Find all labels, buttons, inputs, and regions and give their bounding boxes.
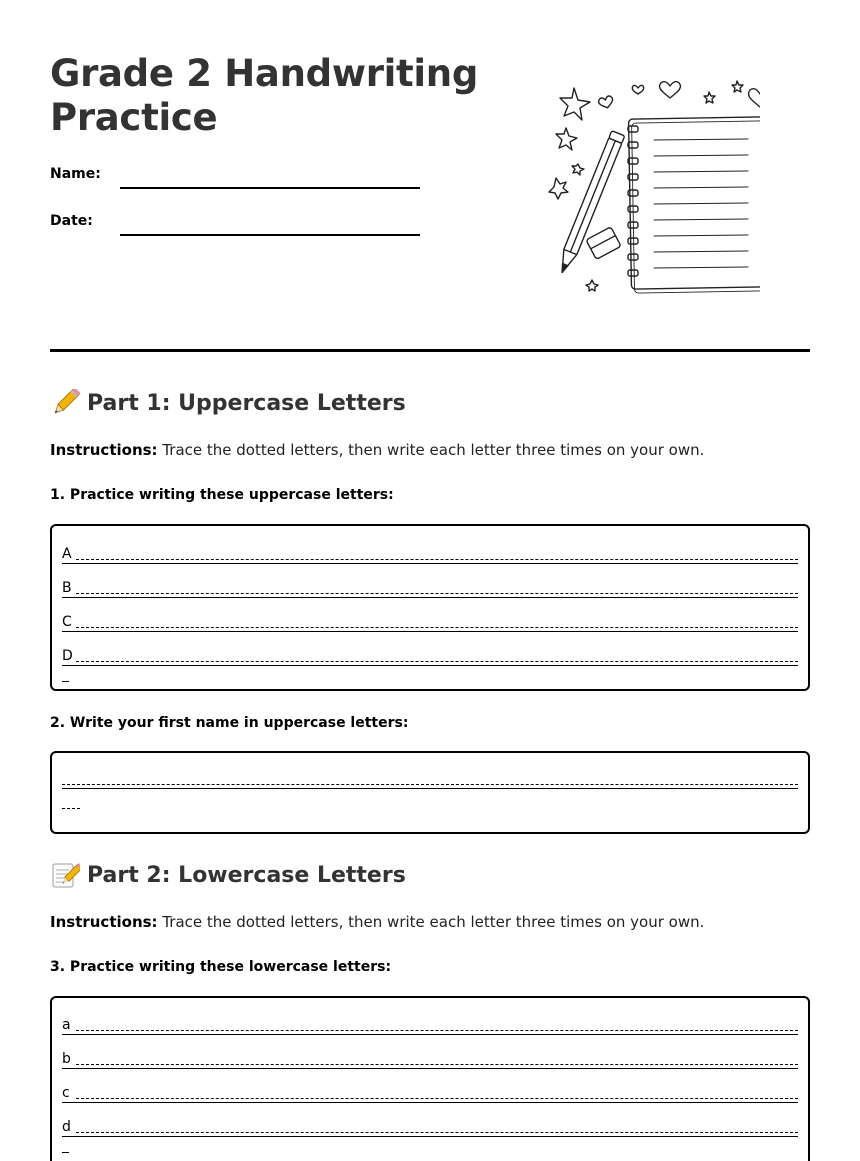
star-shape: [586, 280, 598, 291]
star-shape: [704, 92, 715, 103]
eraser-shape: [586, 227, 621, 260]
star-shape: [560, 88, 590, 120]
pencil-shape: [556, 131, 625, 275]
trace-letter: b: [62, 1051, 71, 1067]
question-1: 1. Practice writing these uppercase letters:: [50, 487, 394, 503]
trace-letter: a: [62, 1017, 71, 1033]
name-practice-box[interactable]: [50, 751, 810, 834]
star-shape: [572, 164, 584, 175]
part2-title: [50, 861, 406, 889]
practice-line[interactable]: [62, 1085, 798, 1103]
dotted-guide: [76, 1064, 798, 1065]
heart-shape: [632, 85, 643, 94]
heart-shape: [660, 82, 681, 98]
memo-icon: [50, 861, 80, 889]
star-shape: [732, 81, 743, 92]
page-title-line-1: Grade 2 Handwriting: [50, 52, 479, 95]
practice-line[interactable]: [62, 1017, 798, 1035]
part2-title-text: Part 2: Lowercase Letters: [87, 862, 406, 888]
practice-line[interactable]: [62, 1119, 798, 1137]
practice-line[interactable]: [62, 546, 798, 564]
trace-letter: B: [62, 580, 72, 596]
question-3: 3. Practice writing these lowercase letters:: [50, 959, 392, 975]
practice-line[interactable]: [62, 614, 798, 632]
practice-line-stub: [62, 1152, 69, 1153]
notebook-illustration: [498, 76, 760, 298]
practice-line[interactable]: [62, 771, 798, 789]
dotted-guide: [76, 1098, 798, 1099]
part2-instructions-label: Instructions:: [50, 913, 158, 931]
dotted-guide: [62, 784, 798, 785]
dotted-guide: [76, 593, 798, 594]
question-2: 2. Write your first name in uppercase letters:: [50, 715, 409, 731]
dotted-guide: [76, 559, 798, 560]
practice-line[interactable]: [62, 648, 798, 666]
date-write-line[interactable]: [120, 234, 420, 236]
star-shape: [556, 128, 577, 150]
uppercase-practice-box[interactable]: [50, 524, 810, 691]
lowercase-practice-box[interactable]: [50, 996, 810, 1161]
trace-letter: D: [62, 648, 73, 664]
name-write-line[interactable]: [120, 187, 420, 189]
dotted-guide: [76, 1030, 798, 1031]
part2-instructions: [50, 913, 704, 931]
trace-letter: A: [62, 546, 72, 562]
pencil-icon: [50, 389, 80, 417]
name-label: Name:: [50, 166, 101, 182]
dotted-guide: [76, 1132, 798, 1133]
practice-line-stub: [62, 681, 69, 682]
part2-instructions-text: Trace the dotted letters, then write each letter three times on your own.: [157, 913, 705, 931]
dotted-guide: [76, 661, 798, 662]
page-title-line-2: Practice: [50, 96, 218, 139]
dotted-guide: [76, 627, 798, 628]
heart-shape: [749, 89, 760, 107]
part1-instructions: [50, 441, 704, 459]
part1-title-text: Part 1: Uppercase Letters: [87, 390, 406, 416]
header-divider: [50, 349, 810, 352]
practice-line-stub: [62, 808, 80, 809]
part1-title: [50, 389, 406, 417]
part1-instructions-text: Trace the dotted letters, then write each letter three times on your own.: [157, 441, 705, 459]
date-label: Date:: [50, 213, 93, 229]
practice-line[interactable]: [62, 580, 798, 598]
practice-line[interactable]: [62, 1051, 798, 1069]
notebook-lines: [654, 139, 748, 268]
trace-letter: C: [62, 614, 72, 630]
heart-shape: [598, 95, 615, 109]
trace-letter: d: [62, 1119, 71, 1135]
star-shape: [549, 178, 568, 199]
page-title: [50, 52, 478, 140]
part1-instructions-label: Instructions:: [50, 441, 158, 459]
trace-letter: c: [62, 1085, 70, 1101]
